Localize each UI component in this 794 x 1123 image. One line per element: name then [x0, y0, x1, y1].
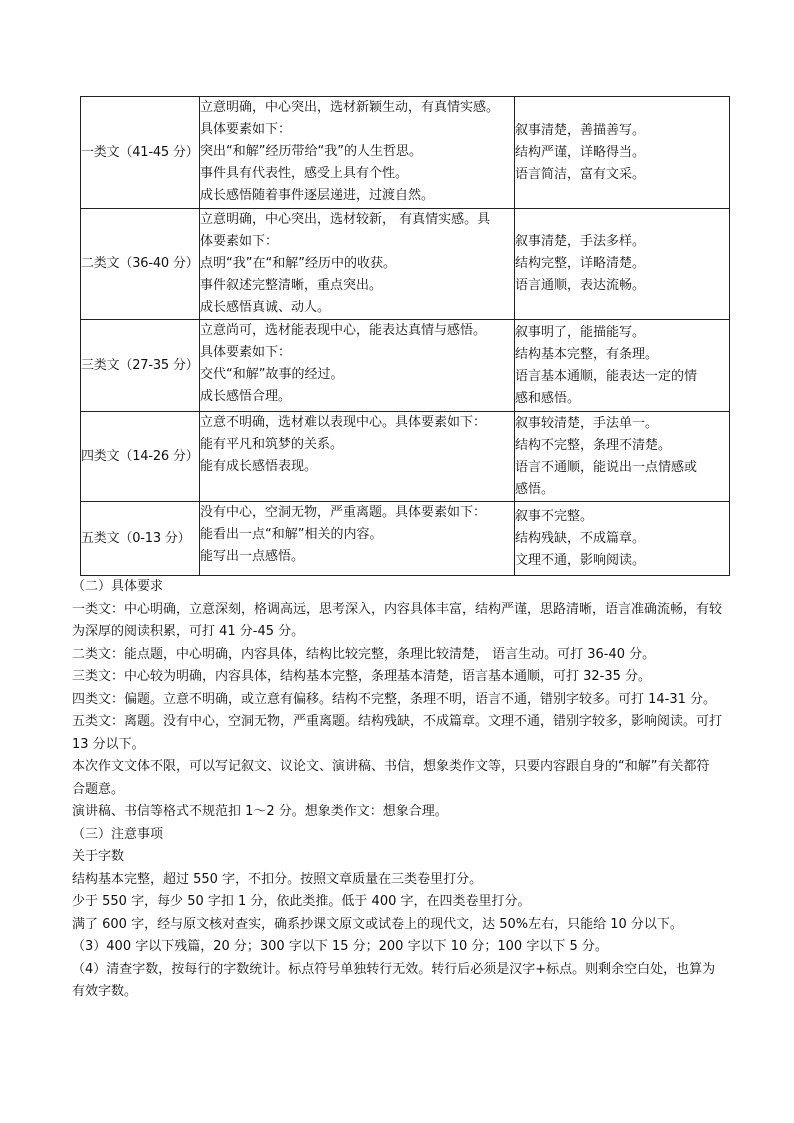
requirement-line: 没有中心，空洞无物，严重离题。具体要素如下：: [200, 505, 487, 520]
requirement-line: 立意明确，中心突出，选材新颖生动，有真情实感。: [200, 100, 500, 115]
grade-level: 五类文（0-13 分）: [81, 502, 200, 576]
requirement-line: 突出“和解”经历带给“我”的人生哲思。: [200, 144, 422, 159]
requirement-line: 能写出一点感悟。: [200, 549, 305, 564]
notes-paragraph: （4）清查字数，按每行的字数统计。标点符号单独转行无效。转行后必须是汉字+标点。则剩余空白处，也算为有效字数。: [72, 961, 716, 999]
section-heading-specific: （二）具体要求: [72, 579, 164, 594]
grade-level: 三类文（27-35 分）: [81, 320, 200, 412]
specific-paragraph: 演讲稿、书信等格式不规范扣 1～2 分。想象类作文：想象合理。: [72, 804, 448, 819]
language-line: 文理不通，影响阅读。: [515, 552, 646, 568]
grade-language: [515, 209, 730, 320]
grade-row: [81, 209, 730, 320]
grade-level: 一类文（41-45 分）: [81, 97, 200, 209]
requirement-line: 具体要素如下：: [200, 345, 292, 360]
language-line: 叙事清楚，手法多样。: [515, 234, 646, 249]
notes-paragraph: 结构基本完整，超过 550 字，不扣分。按照文章质量在三类卷里打分。: [72, 871, 483, 887]
grade-row: [81, 320, 730, 412]
grade-requirements: [200, 502, 515, 576]
section-heading-notes: （三）注意事项: [72, 826, 164, 842]
notes-paragraph: 满了 600 字，经与原文核对查实，确系抄课文原文或试卷上的现代文，达 50%左右，只能给 10 分以下。: [72, 916, 683, 932]
language-line: 叙事明了，能描能写。: [515, 324, 646, 340]
grade-requirements: [200, 97, 515, 209]
specific-paragraph: 四类文：偏题。立意不明确，或立意有偏移。结构不完整，条理不明，语言不通，错别字较多。可打 14-31 分。: [72, 691, 717, 707]
language-line: 语言不通顺，能说出一点情感或: [515, 459, 698, 475]
requirement-line: 事件叙述完整清晰，重点突出。: [200, 278, 383, 293]
language-line: 感和感悟。: [515, 390, 581, 406]
requirement-line: 点明“我”在“和解”经历中的收获。: [200, 256, 396, 271]
language-line: 结构不完整，条理不清楚。: [515, 437, 672, 453]
specific-paragraph: 三类文：中心较为明确，内容具体，结构基本完整，条理基本清楚，语言基本通顺，可打 32-35 分。: [72, 669, 652, 684]
language-line: 语言通顺，表达流畅。: [515, 278, 646, 293]
notes-paragraph: 关于字数: [72, 849, 125, 864]
requirement-line: 立意尚可，选材能表现中心，能表达真情与感悟。: [200, 323, 487, 338]
specific-list: [72, 599, 722, 824]
specific-paragraph: 一类文：中心明确，立意深刻，格调高远，思考深入，内容具体丰富，结构严谨，思路清晰，语言准确流畅，有较为深厚的阅读积累，可打 41 分-45 分。: [72, 601, 723, 639]
language-line: 感悟。: [515, 481, 555, 497]
requirement-line: 成长感悟随着事件逐层递进，过渡自然。: [200, 188, 435, 203]
language-line: 结构严谨，详略得当。: [515, 144, 646, 160]
grade-row: [81, 97, 730, 209]
grade-requirements: [200, 209, 515, 320]
document-page: [72, 96, 722, 1004]
specific-paragraph: 本次作文文体不限，可以写记叙文、议论文、演讲稿、书信，想象类作文等，只要内容跟自身的“和解”有关都符合题意。: [72, 759, 710, 797]
requirement-line: 具体要素如下：: [200, 122, 292, 137]
grade-language: [515, 320, 730, 412]
language-line: 语言基本通顺，能表达一定的情: [515, 368, 698, 384]
grade-level: 四类文（14-26 分）: [81, 412, 200, 502]
language-line: 叙事清楚，善描善写。: [515, 122, 646, 138]
requirement-line: 成长感悟合理。: [200, 389, 292, 404]
language-line: 结构完整，详略清楚。: [515, 256, 646, 271]
language-line: 语言简洁，富有文采。: [515, 166, 646, 182]
requirement-line: 体要素如下：: [200, 234, 279, 249]
language-line: 叙事较清楚，手法单一。: [515, 415, 659, 431]
grade-row: [81, 412, 730, 502]
grade-language: [515, 412, 730, 502]
grading-table: [80, 96, 730, 576]
specific-paragraph: 五类文：离题。没有中心，空洞无物，严重离题。结构残缺，不成篇章。文理不通，错别字较多，影响阅读。可打 13 分以下。: [72, 714, 723, 752]
notes-list: [72, 846, 722, 1004]
requirement-line: 能有成长感悟表现。: [200, 459, 318, 474]
grade-level: 二类文（36-40 分）: [81, 209, 200, 320]
language-line: 结构基本完整，有条理。: [515, 346, 659, 362]
grade-requirements: [200, 320, 515, 412]
grade-language: [515, 502, 730, 576]
notes-paragraph: 少于 550 字，每少 50 字扣 1 分，依此类推。低于 400 字，在四类卷里打分。: [72, 894, 531, 909]
requirement-line: 事件具有代表性，感受上具有个性。: [200, 166, 409, 181]
requirements-section: [72, 576, 722, 1004]
specific-paragraph: 二类文：能点题，中心明确，内容具体，结构比较完整，条理比较清楚， 语言生动。可打 36-40 分。: [72, 646, 656, 662]
requirement-line: 能看出一点“和解”相关的内容。: [200, 527, 383, 542]
requirement-line: 成长感悟真诚、动人。: [200, 300, 331, 315]
requirement-line: 立意不明确，选材难以表现中心。具体要素如下：: [200, 415, 487, 430]
grade-language: [515, 97, 730, 209]
requirement-line: 交代“和解”故事的经过。: [200, 367, 344, 382]
grade-requirements: [200, 412, 515, 502]
language-line: 叙事不完整。: [515, 508, 594, 524]
requirement-line: 立意明确，中心突出，选材较新， 有真情实感。具: [200, 212, 491, 227]
language-line: 结构残缺，不成篇章。: [515, 530, 646, 546]
notes-paragraph: （3）400 字以下残篇，20 分；300 字以下 15 分；200 字以下 10 分；100 字以下 5 分。: [72, 939, 608, 954]
requirement-line: 能有平凡和筑梦的关系。: [200, 437, 344, 452]
grade-row: [81, 502, 730, 576]
